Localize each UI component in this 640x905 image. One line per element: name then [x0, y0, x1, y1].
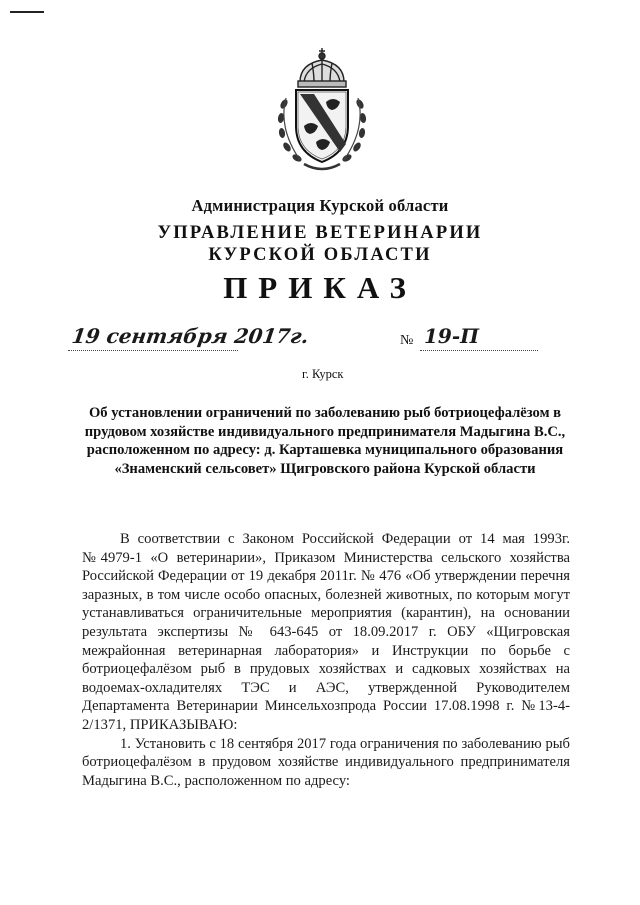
department-name-line-1: УПРАВЛЕНИЕ ВЕТЕРИНАРИИ [157, 223, 483, 243]
administration-name: Администрация Курской области [191, 196, 449, 215]
city-label: г. Курск [302, 367, 344, 381]
document-type-title: ПРИКАЗ [223, 270, 417, 305]
number-underline [420, 350, 538, 351]
number-sign: № [400, 333, 414, 348]
order-subject: Об установлении ограничений по заболеванию рыб ботриоцефалёзом в прудовом хозяйстве индивидуального предпринимателя Мадыгина В.С., расположенном по адресу: д. Карташевка муниципального образования «Знаменский сельсовет» Щигровского района Курской области [84, 405, 566, 477]
department-name-line-2: КУРСКОЙ ОБЛАСТИ [208, 245, 432, 265]
order-number: 19-П [424, 324, 480, 348]
date-underline [68, 350, 238, 351]
order-date: 19 сентября 2017г. [70, 324, 311, 348]
body-paragraph-1: В соответствии с Законом Российской Федерации от 14 мая 1993г. №4979-1 «О ветеринарии», Приказом Министерства сельского хозяйства Российской Федерации от 19 декабря 2011г. № 476 «Об утверждении перечня заразных, в том числе особо опасных, болезней животных, по которым могут устанавливаться ограничительные мероприятия (карантин), на основании результата экспертизы № 643-645 от 18.09.2017 г. ОБУ «Щигровская межрайонная ветеринарная лаборатория» и Инструкции по борьбе с ботриоцефалёзом рыб в прудовых хозяйствах и садковых хозяйствах на водоемах-охладителях ТЭС и АЭС, утвержденной Руководителем Департамента Ветеринарии Минсельхозпрода России 17.08.1998 г. №13-4-2/1371, ПРИКАЗЫВАЮ: [82, 531, 570, 733]
corner-scan-mark [10, 11, 44, 13]
department-name [0, 222, 640, 266]
body-paragraph-2: 1. Установить с 18 сентября 2017 года ограничения по заболеванию рыб ботриоцефалёзом в прудовом хозяйстве индивидуального предпринимателя Мадыгина В.С., расположенном по адресу: [82, 735, 570, 789]
coat-of-arms-emblem [270, 48, 374, 178]
order-body [82, 530, 570, 790]
